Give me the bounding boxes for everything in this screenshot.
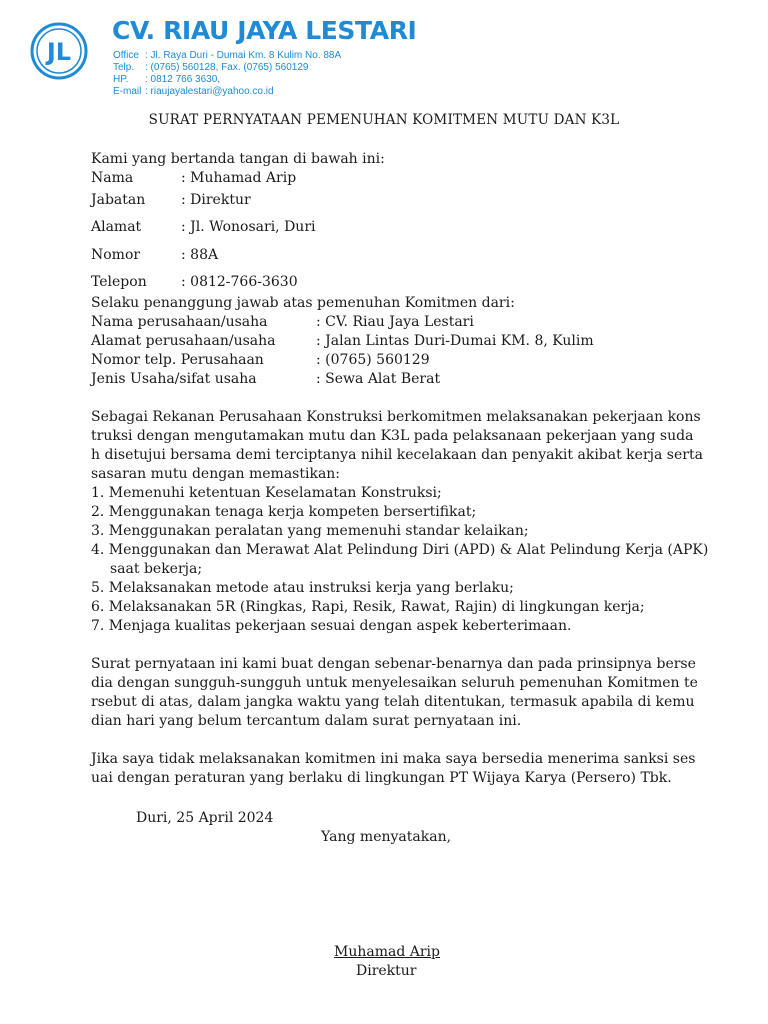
telp-value: : (0765) 560128, Fax. (0765) 560129	[145, 62, 309, 73]
field-value-nomor: : 88A	[181, 247, 219, 263]
responsible-intro: Selaku penanggung jawab atas pemenuhan Komitmen dari:	[91, 295, 515, 311]
company-name: CV. RIAU JAYA LESTARI	[112, 16, 417, 45]
telp-label: Telp.	[113, 62, 135, 73]
company-logo	[30, 22, 88, 80]
field-label-alamat: Alamat	[91, 219, 142, 235]
field-label-jabatan: Jabatan	[91, 192, 146, 208]
intro-text: Kami yang bertanda tangan di bawah ini:	[91, 151, 385, 167]
commitment-item: 3. Menggunakan peralatan yang memenuhi standar kelaikan;	[91, 523, 529, 539]
company-label-address: Alamat perusahaan/usaha	[91, 333, 276, 349]
paragraph2-line: dia dengan sungguh-sungguh untuk menyelesaikan seluruh pemenuhan Komitmen te	[91, 675, 698, 691]
company-value-name: : CV. Riau Jaya Lestari	[316, 314, 474, 330]
paragraph1-line: h disetujui bersama demi terciptanya nihil kecelakaan dan penyakit akibat kerja serta	[91, 447, 703, 463]
commitment-item-continued: saat bekerja;	[110, 561, 203, 577]
office-label: Office	[113, 50, 139, 61]
office-value: : Jl. Raya Duri - Dumai Km. 8 Kulim No. 88A	[145, 50, 342, 61]
field-value-telepon: : 0812-766-3630	[181, 274, 298, 290]
company-value-type: : Sewa Alat Berat	[316, 371, 441, 387]
company-label-phone: Nomor telp. Perusahaan	[91, 352, 264, 368]
paragraph1-line: sasaran mutu dengan memastikan:	[91, 466, 341, 482]
closing-text: Yang menyatakan,	[321, 829, 452, 845]
commitment-item: 7. Menjaga kualitas pekerjaan sesuai dengan aspek keberterimaan.	[91, 618, 572, 634]
telp-line	[113, 62, 308, 73]
signature-name: Muhamad Arip	[334, 944, 440, 960]
commitment-item: 1. Memenuhi ketentuan Keselamatan Konstruksi;	[91, 485, 442, 501]
company-value-address: : Jalan Lintas Duri-Dumai KM. 8, Kulim	[316, 333, 594, 349]
office-line	[113, 50, 341, 61]
commitment-item: 6. Melaksanakan 5R (Ringkas, Rapi, Resik, Rawat, Rajin) di lingkungan kerja;	[91, 599, 645, 615]
field-label-telepon: Telepon	[91, 274, 147, 290]
commitment-item: 2. Menggunakan tenaga kerja kompeten bersertifikat;	[91, 504, 477, 520]
paragraph2-line: Surat pernyataan ini kami buat dengan sebenar-benarnya dan pada prinsipnya berse	[91, 656, 696, 672]
field-value-alamat: : Jl. Wonosari, Duri	[181, 219, 316, 235]
field-value-nama: : Muhamad Arip	[181, 170, 297, 186]
hp-label: HP.	[113, 74, 129, 85]
field-value-jabatan: : Direktur	[181, 192, 251, 208]
logo-lettering: JL	[46, 38, 72, 66]
paragraph1-line: truksi dengan mengutamakan mutu dan K3L pada pelaksanaan pekerjaan yang suda	[91, 428, 694, 444]
hp-value: : 0812 766 3630,	[145, 74, 221, 85]
hp-line	[113, 74, 220, 85]
company-value-phone: : (0765) 560129	[316, 352, 430, 368]
email-line	[113, 86, 274, 97]
paragraph2-line: rsebut di atas, dalam jangka waktu yang telah ditentukan, termasuk apabila di kemu	[91, 694, 695, 710]
email-label: E-mail	[113, 86, 142, 97]
company-label-type: Jenis Usaha/sifat usaha	[91, 371, 257, 387]
place-date: Duri, 25 April 2024	[136, 810, 274, 826]
paragraph3-line: Jika saya tidak melaksanakan komitmen ini maka saya bersedia menerima sanksi ses	[91, 751, 696, 767]
company-label-name: Nama perusahaan/usaha	[91, 314, 268, 330]
field-label-nama: Nama	[91, 170, 134, 186]
email-value: : riaujayalestari@yahoo.co.id	[145, 86, 274, 97]
field-label-nomor: Nomor	[91, 247, 141, 263]
paragraph3-line: uai dengan peraturan yang berlaku di lingkungan PT Wijaya Karya (Persero) Tbk.	[91, 770, 672, 786]
paragraph1-line: Sebagai Rekanan Perusahaan Konstruksi berkomitmen melaksanakan pekerjaan kons	[91, 409, 701, 425]
document-title: SURAT PERNYATAAN PEMENUHAN KOMITMEN MUTU DAN K3L	[148, 112, 620, 128]
paragraph2-line: dian hari yang belum tercantum dalam surat pernyataan ini.	[91, 713, 522, 729]
signature-title: Direktur	[356, 963, 417, 979]
commitment-item: 5. Melaksanakan metode atau instruksi kerja yang berlaku;	[91, 580, 514, 596]
commitment-item: 4. Menggunakan dan Merawat Alat Pelindung Diri (APD) & Alat Pelindung Kerja (APK)	[91, 542, 709, 558]
